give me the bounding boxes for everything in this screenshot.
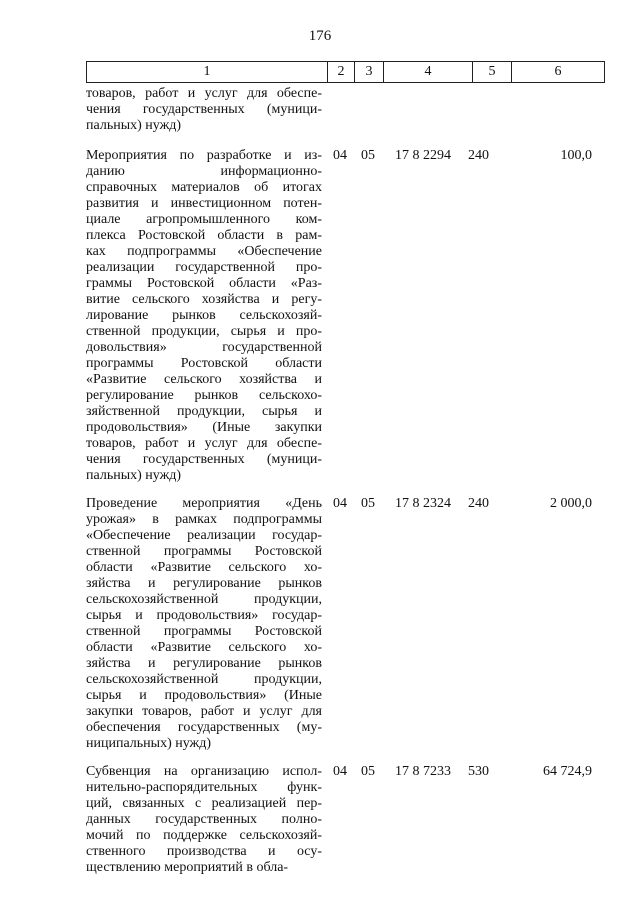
column-header-4: 4 xyxy=(384,62,473,83)
description-line: программы Ростовской области xyxy=(86,356,322,371)
description-line: ниципальных) нужд) xyxy=(86,736,211,751)
description-line: справочных материалов об итогах xyxy=(86,180,322,195)
description-line: области «Развитие сельского хо- xyxy=(86,560,322,575)
description-line: ственного производства и осу- xyxy=(86,844,322,859)
column-header-6: 6 xyxy=(512,62,605,83)
column-header-3: 3 xyxy=(355,62,384,83)
target-article-code: 17 8 2324 xyxy=(395,496,451,511)
description-line: области «Развитие сельского хо- xyxy=(86,640,322,655)
description-line: мочий по поддержке сельскохозяй- xyxy=(86,828,322,843)
description-line: чения государственных (муници- xyxy=(86,102,322,117)
description-line: довольствия» государственной xyxy=(86,340,322,355)
description-line: регулирование рынков сельскохо- xyxy=(86,388,322,403)
description-line: закупки товаров, работ и услуг для xyxy=(86,704,322,719)
description-line: зяйственной продукции, сырья и xyxy=(86,404,322,419)
description-line: сырья и продовольствия» (Иные xyxy=(86,688,322,703)
column-header-row xyxy=(87,62,605,83)
description-line: ществлению мероприятий в обла- xyxy=(86,860,289,875)
description-line: ций, связанных с реализацией пер- xyxy=(86,796,322,811)
description-line: сельскохозяйственной продукции, xyxy=(86,672,322,687)
column-header-table xyxy=(86,61,605,83)
description-line: пальных) нужд) xyxy=(86,118,182,133)
subsection-code: 05 xyxy=(361,764,375,779)
description-line: ственной продукции, сырья и про- xyxy=(86,324,322,339)
table-row xyxy=(86,148,598,484)
description-line: циале агропромышленного ком- xyxy=(86,212,322,227)
description-line: данию информационно- xyxy=(86,164,322,179)
table-row xyxy=(86,86,598,134)
description-line: данных государственных полно- xyxy=(86,812,322,827)
description-line: зяйства и регулирование рынков xyxy=(86,656,322,671)
target-article-code: 17 8 7233 xyxy=(395,764,451,779)
description-line: Проведение мероприятия «День xyxy=(86,496,322,511)
expense-type-code: 240 xyxy=(468,148,489,163)
column-header-2: 2 xyxy=(328,62,355,83)
row-description xyxy=(86,764,322,876)
description-line: пальных) нужд) xyxy=(86,468,182,483)
description-line: Мероприятия по разработке и из- xyxy=(86,148,322,163)
description-line: граммы Ростовской области «Раз- xyxy=(86,276,322,291)
description-line: сырья и продовольствия» государ- xyxy=(86,608,322,623)
description-line: развития и инвестиционном потен- xyxy=(86,196,322,211)
row-description xyxy=(86,496,322,752)
description-line: продовольствия» (Иные закупки xyxy=(86,420,322,435)
section-code: 04 xyxy=(333,496,347,511)
description-line: зяйства и регулирование рынков xyxy=(86,576,322,591)
budget-table-body xyxy=(86,86,598,888)
row-description xyxy=(86,148,322,484)
description-line: реализации государственной про- xyxy=(86,260,322,275)
table-row xyxy=(86,496,598,752)
amount-value: 64 724,9 xyxy=(543,764,592,779)
target-article-code: 17 8 2294 xyxy=(395,148,451,163)
page-number: 176 xyxy=(308,28,332,44)
description-line: «Обеспечение реализации государ- xyxy=(86,528,322,543)
description-line: товаров, работ и услуг для обеспе- xyxy=(86,436,322,451)
subsection-code: 05 xyxy=(361,496,375,511)
description-line: ственной программы Ростовской xyxy=(86,544,322,559)
description-line: ственной программы Ростовской xyxy=(86,624,322,639)
section-code: 04 xyxy=(333,148,347,163)
description-line: чения государственных (муници- xyxy=(86,452,322,467)
subsection-code: 05 xyxy=(361,148,375,163)
description-line: «Развитие сельского хозяйства и xyxy=(86,372,322,387)
description-line: урожая» в рамках подпрограммы xyxy=(86,512,322,527)
column-header-1: 1 xyxy=(87,62,328,83)
description-line: товаров, работ и услуг для обеспе- xyxy=(86,86,322,101)
amount-value: 100,0 xyxy=(560,148,592,163)
amount-value: 2 000,0 xyxy=(550,496,592,511)
section-code: 04 xyxy=(333,764,347,779)
description-line: ках подпрограммы «Обеспечение xyxy=(86,244,322,259)
description-line: Субвенция на организацию испол- xyxy=(86,764,322,779)
column-header-5: 5 xyxy=(473,62,512,83)
description-line: витие сельского хозяйства и регу- xyxy=(86,292,322,307)
description-line: плекса Ростовской области в рам- xyxy=(86,228,322,243)
description-line: лирование рынков сельскохозяй- xyxy=(86,308,322,323)
table-row xyxy=(86,764,598,876)
expense-type-code: 530 xyxy=(468,764,489,779)
row-description xyxy=(86,86,322,134)
description-line: нительно-распорядительных функ- xyxy=(86,780,322,795)
description-line: обеспечения государственных (му- xyxy=(86,720,322,735)
description-line: сельскохозяйственной продукции, xyxy=(86,592,322,607)
expense-type-code: 240 xyxy=(468,496,489,511)
